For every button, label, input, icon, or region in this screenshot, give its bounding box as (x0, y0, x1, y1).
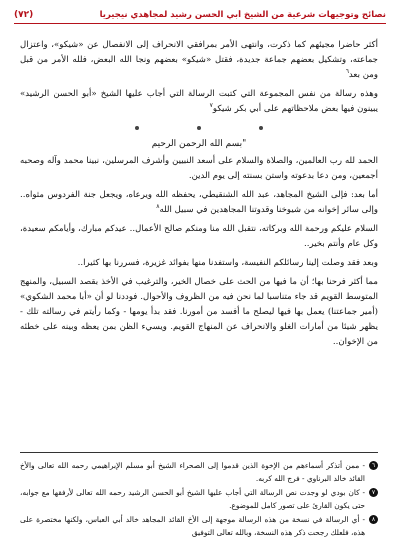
footnote (20, 486, 378, 512)
paragraph (20, 188, 378, 218)
footnote-ref[interactable]: ٧ (209, 102, 213, 110)
paragraph (20, 38, 378, 83)
page-header (14, 8, 386, 24)
footnote-text: - كان بودي لو وجدت نص الرسالة التي أجاب عليها الشيخ أبو الحسن الرشيد رحمه الله تعالى لأرفقها مع جوابه، حتى يكون القارئ على تصور كامل للموضوع. (20, 488, 365, 510)
footnote-text: - أي الرسالة في نسخة من هذه الرسالة موجهة إلى الأخ القائد المجاهد خالد أبي العباس، ولكنها مختصرة على هذه، فلعلك رجحت ذكر هذه النسخة، وبالله تعالى التوفيق (20, 515, 365, 537)
main-text (20, 38, 378, 354)
header-title: نصائح وتوجيهات شرعية من الشيخ أبي الحسن رشيد لمجاهدي نيجيريا (99, 9, 386, 20)
footnote-number: ٨ (369, 515, 378, 524)
paragraph-text: أما بعد: فإلى الشيخ المجاهد، عبد الله الشنقيطي، يحفظه الله ويرعاه، ويجعل جنة الفردوس مثواه.. وإلى سائر إخوانه من شيوخنا وقدوتنا المجاهدين في سبيل الله (20, 190, 378, 215)
footnote-ref[interactable]: ٦ (345, 68, 349, 76)
footnote-ref[interactable]: ٨ (156, 203, 160, 211)
paragraph-text: أكثر حاضرا مجيئهم كما ذكرت، وانتهى الأمر بمرافقي الانحراف إلى الانفصال عن «شيكو»، واعتزال جماعته، وتشكيل بعضهم جماعة جديدة، فقتل «شيكو» بعضهم ونجا الله البعض، فلله الأمر من قبل ومن بعد (20, 40, 378, 80)
divider-dot (259, 126, 263, 130)
footnote-number: ٧ (369, 488, 378, 497)
paragraph-text: وهذه رسالة من نفس المجموعة التي كتبت الرسالة التي أجاب عليها الشيخ «أبو الحسن الرشيد» يبينون فيها بعض ملاحظاتهم على أبي بكر شيكو (20, 89, 378, 114)
footnote (20, 513, 378, 539)
footnote (20, 459, 378, 485)
footnote-text: - ممن أتذكر أسماءهم من الإخوة الذين قدموا إلى الصحراء الشيخ أبو مسلم الإبراهيمي رحمه الله تعالى والأخ القائد خالد البرناوي - فرج الله كربه. (20, 461, 365, 483)
footnotes-section (20, 452, 378, 540)
page-number: (٧٢) (14, 9, 34, 20)
divider-dot (135, 126, 139, 130)
divider-dot (197, 126, 201, 130)
paragraph: السلام عليكم ورحمة الله وبركاته، نتقبل الله منا ومنكم صالح الأعمال.. عيدكم مبارك، وأيامكم سعيدة، وكل عام وأنتم بخير.. (20, 224, 378, 249)
paragraph: مما أكثر فرحنا بها؛ أن ما فيها من الحث على خصال الخير، والترغيب في الأخذ بقصد السبيل، والمنهج المتوسط القويم قد جاء متناسبا لما نحن فيه من الظروف والأحوال. فوددنا لو أن «أبا محمد الشكوي» (أمير جماعتنا) يعمل بها فيها ليصلح ما أفسد من أمورنا. فقد بدأ يومها - وكما رأيتم في رسالته تلك - يظهر شيئا من أمارات الغلو والانحراف عن المنهاج القويم. ويسيء الظن بمن يعظه وبينه على خطئه من الإخوان.. (20, 277, 378, 347)
footnote-number: ٦ (369, 461, 378, 470)
paragraph (20, 87, 378, 117)
section-divider (20, 126, 378, 130)
paragraph: وبعد فقد وصلت إلينا رسائلكم النفيسة، واستفدنا منها بفوائد غزيرة، فسررنا بها كثيرا.. (77, 258, 378, 268)
paragraph: الحمد لله رب العالمين، والصلاة والسلام على أسعد النبيين وأشرف المرسلين، نبينا محمد وآله وصحبه أجمعين، ومن دعا بدعوته واستن بسنته إلى يوم الدين. (20, 156, 378, 181)
basmala: "بسم الله الرحمن الرحيم (151, 139, 247, 149)
